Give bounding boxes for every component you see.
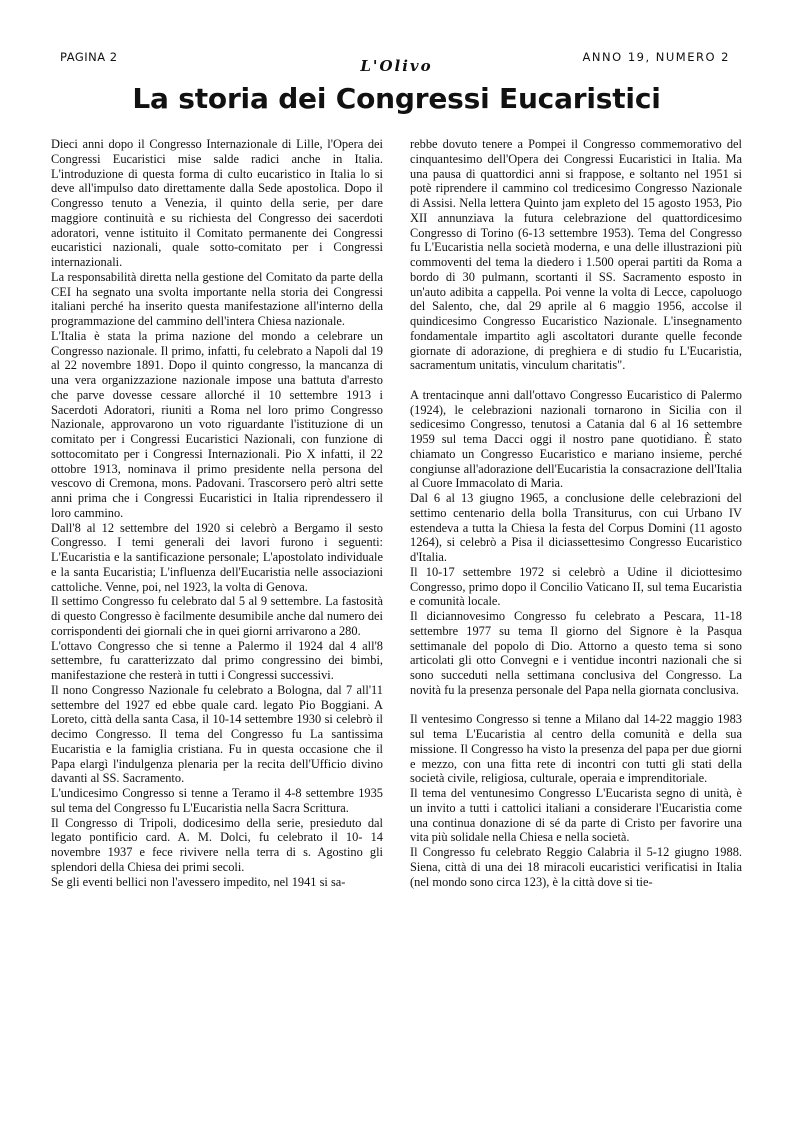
paragraph: Il Congresso di Tripoli, dodicesimo della serie, presieduto dal legato pontificio card. A. M. Dolci, fu celebrato il 10- 14 novembre 1937 e fece rivivere nella terra di s. Agostino gli splendori della Chiesa dei primi secoli. bbox=[51, 815, 383, 874]
paragraph: Il settimo Congresso fu celebrato dal 5 al 9 settembre. La fastosità di questo Congresso è facilmente desumibile anche dal numero dei corrispondenti dei giornali che in quei giorni arrivarono a 280. bbox=[51, 594, 383, 638]
paragraph: L'undicesimo Congresso si tenne a Teramo il 4-8 settembre 1935 sul tema del Congresso fu L'Eucaristia nella Sacra Scrittura. bbox=[51, 786, 383, 815]
paragraph: Il Congresso fu celebrato Reggio Calabria il 5-12 giugno 1988. Siena, città di una dei 18 miracoli eucaristici verificatisi in Italia (nel mondo sono circa 123), è la città dove si tie- bbox=[410, 845, 742, 889]
issue-number: ANNO 19, NUMERO 2 bbox=[582, 50, 730, 64]
paragraph: Dieci anni dopo il Congresso Internazionale di Lille, l'Opera dei Congressi Eucaristici mise salde radici anche in Italia. L'introduzione di questa forma di culto eucaristico in Italia lo si deve all'impulso dato direttamente dalla Sede apostolica. Dopo il Congresso tenuto a Venezia, il quinto della serie, per dare maggiore continuità e su richiesta del Congresso dei sacerdoti adoratori, venne istituito il Comitato permanente dei Congressi eucaristici nazionali, quale sotto-comitato per i Congressi internazionali. bbox=[51, 137, 383, 269]
right-column bbox=[410, 137, 742, 889]
article-title: La storia dei Congressi Eucaristici bbox=[132, 82, 661, 115]
paragraph: A trentacinque anni dall'ottavo Congresso Eucaristico di Palermo (1924), le celebrazioni nazionali tornarono in Sicilia con il sedicesimo Congresso, tenutosi a Catania dal 6 al 16 settembre 1959 sul tema Dacci oggi il nostro pane quotidiano. È stato chiamato un Congresso Eucaristico e mariano insieme, perché congiunse all'adorazione dell'Eucaristia la consacrazione dell'Italia al Cuore Immacolato di Maria. bbox=[410, 387, 742, 491]
paragraph: rebbe dovuto tenere a Pompei il Congresso commemorativo del cinquantesimo dell'Opera dei Congressi Eucaristici in Italia. Ma una pausa di quattordici anni si frappose, e soltanto nel 1951 si potè riprendere il cammino col tredicesimo Congresso Nazionale di Assisi. Nella lettera Quinto jam expleto del 15 agosto 1953, Pio XII annunziava la futura celebrazione del quattordicesimo Congresso di Torino (6-13 settembre 1953). Tema del Congresso fu L'Eucaristia nella società moderna, e una delle illustrazioni più commoventi del tema la diedero i 1.500 operai partiti da Roma a bordo di 30 pulmann, scortanti il SS. Sacramento esposto in un'auto adibita a cappella. Poi venne la volta di Lecce, capoluogo del Salento, che, dal 29 aprile al 6 maggio 1956, accolse il quindicesimo Congresso Eucaristico Nazionale. L'insegnamento fondamentale impartito agli ascoltatori durante quelle feconde giornate di adorazione, di preghiera e di studio fu L'Eucaristia, sacramentum unitatis, vinculum charitatis". bbox=[410, 137, 742, 373]
paragraph: Dall'8 al 12 settembre del 1920 si celebrò a Bergamo il sesto Congresso. I temi generali dei lavori furono i seguenti: L'Eucaristia e la santificazione personale; L'apostolato individuale e la santa Eucaristia; L'influenza dell'Eucaristia nelle associazioni cattoliche. Venne, poi, nel 1923, la volta di Genova. bbox=[51, 520, 383, 594]
paragraph: L'Italia è stata la prima nazione del mondo a celebrare un Congresso nazionale. Il primo, infatti, fu celebrato a Napoli dal 19 al 22 novembre 1891. Dopo il quinto congresso, la mancanza di una vera organizzazione nazionale impose una battuta d'arresto che parve dovesse cessare allorché il 10 settembre 1913 i Sacerdoti Adoratori, riuniti a Roma nel loro primo Congresso Nazionale, approvarono un voto riguardante l'istituzione di un comitato per i Congressi Eucaristici Nazionali, con funzione di sottocomitato per i Congressi Internazionali. Pio X infatti, il 22 ottobre 1913, nominava il primo presidente nella persona del vescovo di Cremona, mons. Padovani. Trascorsero però altri sette anni prima che i Congressi Eucaristici in Italia riprendessero il loro cammino. bbox=[51, 328, 383, 520]
paragraph: Dal 6 al 13 giugno 1965, a conclusione delle celebrazioni del settimo centenario della bolla Transiturus, con cui Urbano IV estendeva a tutta la Chiesa la festa del Corpus Domini (11 agosto 1264), si celebrò a Pisa il diciassettesimo Congresso Eucaristico d'Italia. bbox=[410, 491, 742, 564]
page-number: PAGINA 2 bbox=[60, 50, 118, 64]
paragraph: Se gli eventi bellici non l'avessero impedito, nel 1941 si sa- bbox=[51, 874, 346, 889]
paragraph: La responsabilità diretta nella gestione del Comitato da parte della CEI ha segnato una svolta importante nella storia dei Congressi italiani perché ha inserito questa manifestazione all'interno della programmazione del cammino dell'intera Chiesa nazionale. bbox=[51, 269, 383, 328]
paragraph: Il ventesimo Congresso si tenne a Milano dal 14-22 maggio 1983 sul tema L'Eucaristia al centro della comunità e della sua missione. Il Congresso ha visto la presenza del papa per due giorni e mezzo, con una fitta rete di incontri con tutti gli stati della società civile, religiosa, culturale, operaia e imprenditoriale. bbox=[410, 712, 742, 786]
paragraph: Il tema del ventunesimo Congresso L'Eucarista segno di unità, è un invito a tutti i cattolici italiani a considerare l'Eucaristia come una continua donazione di sé da parte di Cristo per favorire una vita più solidale nella Chiesa e nella società. bbox=[410, 786, 742, 845]
paragraph: L'ottavo Congresso che si tenne a Palermo il 1924 dal 4 all'8 settembre, fu caratterizzato dal primo congressino dei bimbi, manifestazione che resterà in tutti i Congressi successivi. bbox=[51, 638, 383, 682]
paragraph: Il 10-17 settembre 1972 si celebrò a Udine il diciottesimo Congresso, primo dopo il Concilio Vaticano II, sul tema Eucaristia e comunità locale. bbox=[410, 564, 742, 609]
paragraph: Il diciannovesimo Congresso fu celebrato a Pescara, 11-18 settembre 1977 su tema Il giorno del Signore è la Pasqua settimanale del popolo di Dio. Attorno a questo tema si sono articolati gli otto Convegni e i ventidue incontri nazionali che si sono succeduti nella settimana conclusiva del Congresso. La novità fu la presenza personale del Papa nella giornata conclusiva. bbox=[410, 609, 742, 697]
paragraph: Il nono Congresso Nazionale fu celebrato a Bologna, dal 7 all'11 settembre del 1927 ed ebbe quale card. legato Pio Boggiani. A Loreto, città della santa Casa, il 10-14 settembre 1930 si celebrò il decimo Congresso. Il tema del Congresso fu La santissima Eucaristia e la famiglia cristiana. Fu in questa occasione che il Papa elargì l'indulgenza plenaria per la recita dell'Ufficio divino davanti al SS. Sacramento. bbox=[51, 682, 383, 786]
newsletter-masthead: L'Olivo bbox=[360, 57, 433, 75]
left-column bbox=[51, 137, 383, 889]
